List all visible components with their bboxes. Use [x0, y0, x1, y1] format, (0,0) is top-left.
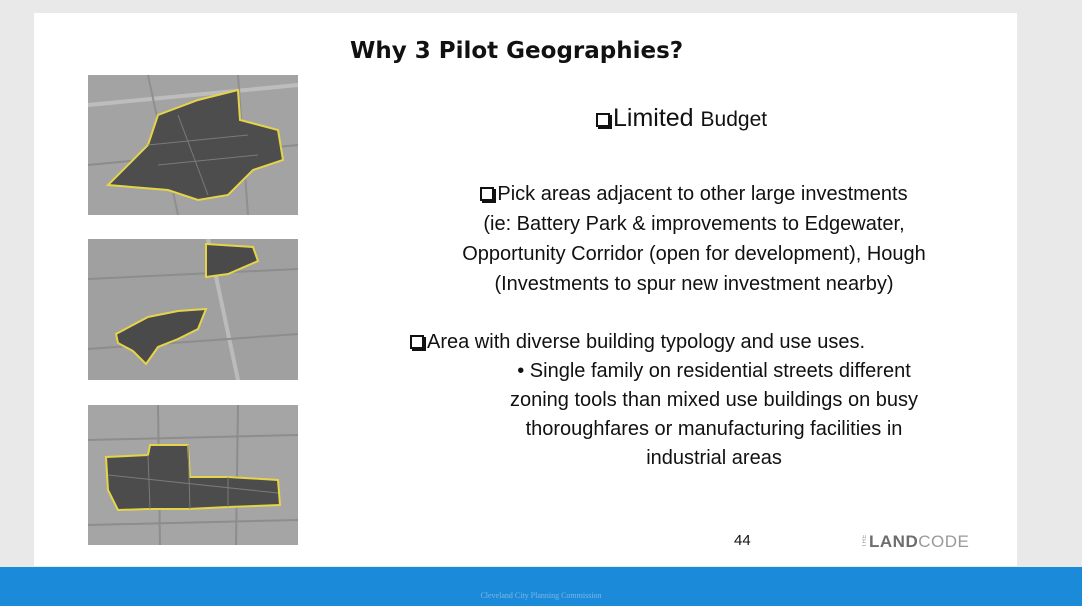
sub-bullet-line-4: industrial areas: [646, 447, 782, 469]
footer-bar: [0, 567, 1082, 606]
bullet-limited-main: Limited: [613, 104, 694, 132]
logo-the: THE: [862, 533, 868, 547]
bullet2-line-2: (ie: Battery Park & improvements to Edgewater,: [483, 213, 905, 235]
pilot-map-3: [88, 405, 298, 545]
bullet2-line-3: Opportunity Corridor (open for development), Hough: [462, 243, 926, 265]
checkbox-bullet-icon: [596, 113, 610, 127]
bullet3-text: Area with diverse building typology and use uses.: [427, 331, 866, 353]
bullet2-line-4: (Investments to spur new investment nearby): [494, 273, 894, 295]
pilot-map-1: [88, 75, 298, 215]
pilot-map-2: [88, 239, 298, 380]
logo-code: CODE: [918, 532, 970, 551]
bullet2-line-1: Pick areas adjacent to other large investments: [497, 183, 908, 205]
bullet-adjacent-investments: [404, 179, 984, 299]
footer-text: Cleveland City Planning Commission: [480, 591, 602, 600]
sub-bullet-line-2: zoning tools than mixed use buildings on busy: [509, 389, 919, 411]
bullet-limited-small: Budget: [700, 108, 768, 131]
slide-title: Why 3 Pilot Geographies?: [350, 38, 684, 64]
page-number: 44: [734, 532, 751, 549]
sub-bullet-line-3: thoroughfares or manufacturing facilities in: [525, 418, 903, 440]
sub-bullet-single-family: [444, 357, 984, 473]
landcode-logo: [862, 532, 969, 552]
checkbox-bullet-icon: [480, 187, 494, 201]
bullet-limited-budget: [596, 104, 767, 133]
checkbox-bullet-icon: [410, 335, 424, 349]
sub-bullet-line-1: • Single family on residential streets different: [517, 360, 911, 382]
logo-land: LAND: [869, 532, 919, 551]
presentation-slide: [34, 13, 1017, 566]
bullet-diverse-typology: [410, 327, 865, 357]
